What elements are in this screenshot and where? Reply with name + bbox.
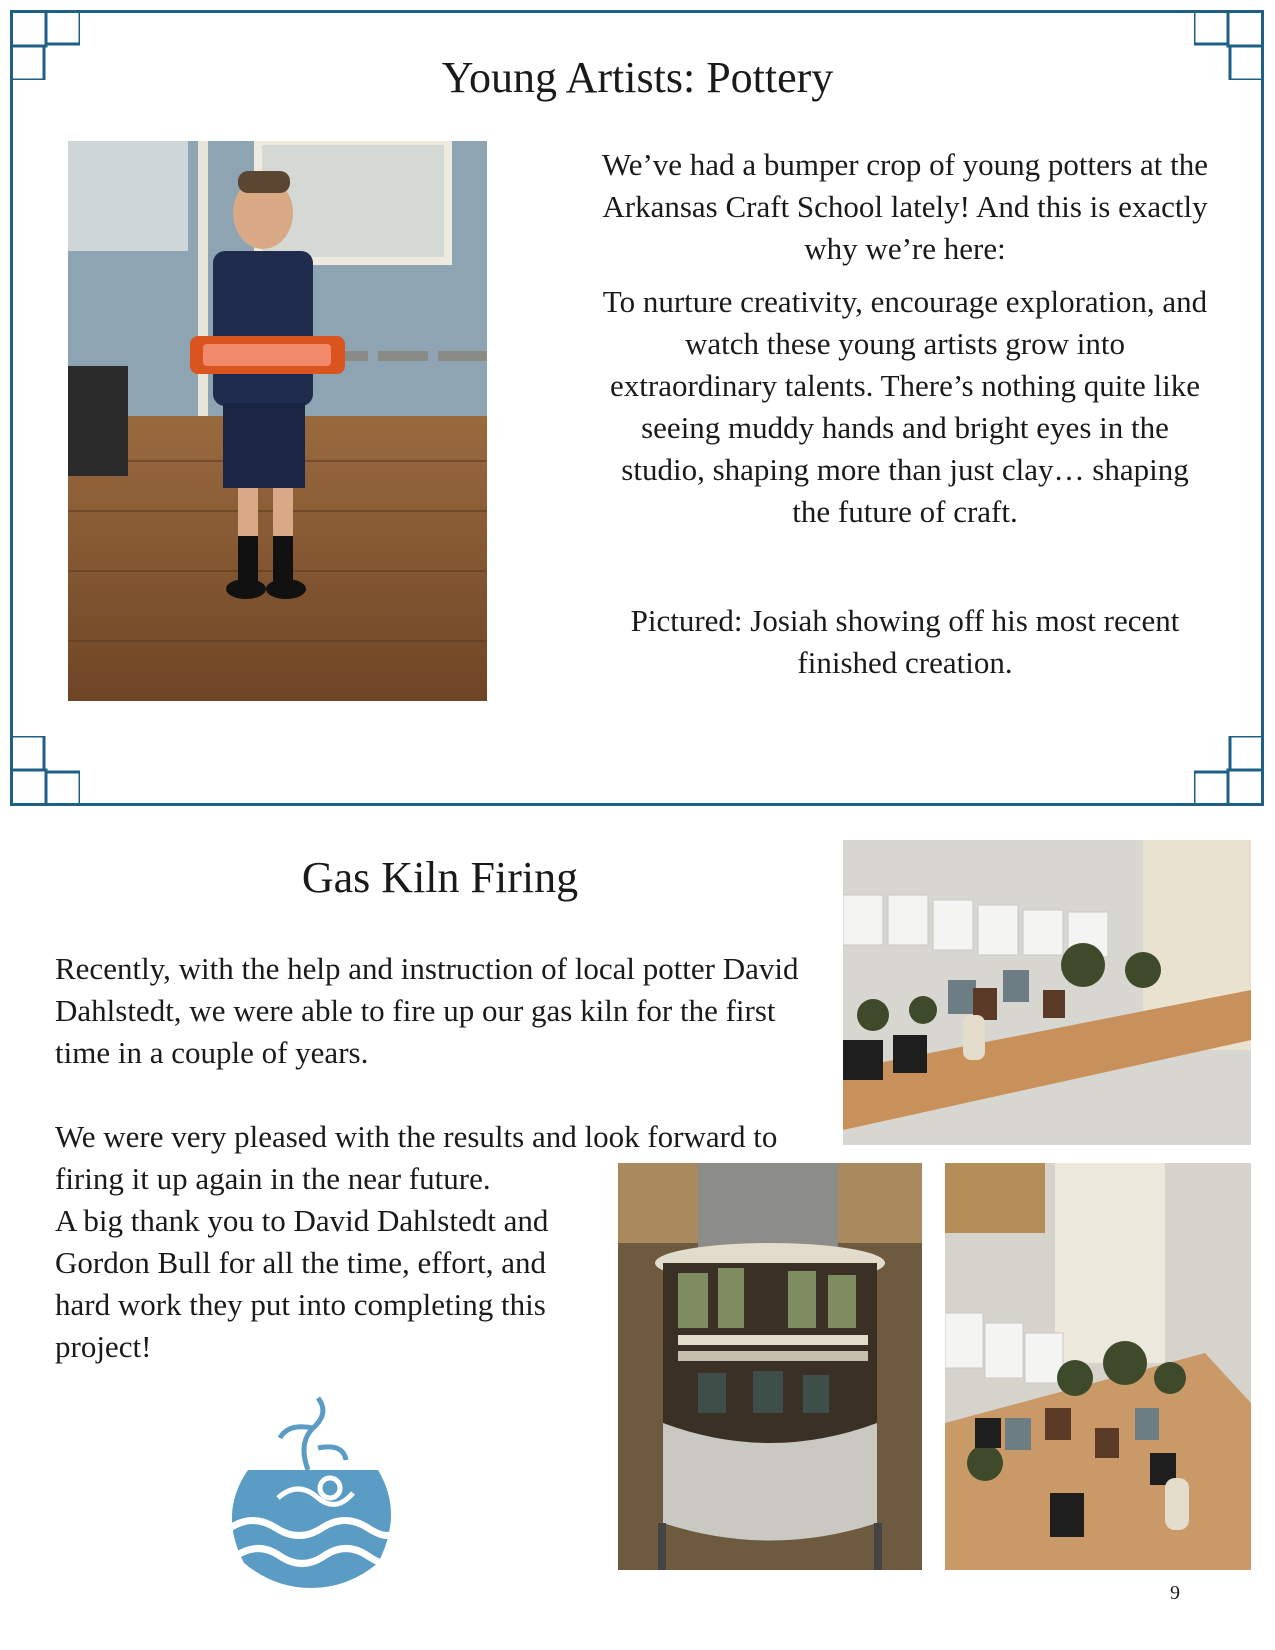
pottery-title: Young Artists: Pottery bbox=[441, 53, 834, 102]
page-number: 9 bbox=[1170, 1582, 1180, 1604]
gas-kiln-photo bbox=[618, 1163, 922, 1570]
pottery-intro: We’ve had a bumper crop of young potters at the Arkansas Craft School lately! And this is exactly why we’re here: bbox=[601, 147, 1209, 266]
young-potter-photo bbox=[68, 141, 487, 701]
pottery-table-photo bbox=[945, 1163, 1251, 1570]
photo-caption: Pictured: Josiah showing off his most recent finished creation. bbox=[630, 603, 1180, 680]
kiln-title: Gas Kiln Firing bbox=[301, 853, 579, 902]
pottery-vase-logo bbox=[218, 1388, 404, 1588]
frame-corner-ornament bbox=[10, 736, 80, 806]
kiln-paragraph: We were very pleased with the results and look forward to firing it up again in the near future. bbox=[55, 1119, 778, 1196]
kiln-paragraph: Recently, with the help and instruction of local potter David Dahlstedt, we were able to fire up our gas kiln for the first time in a couple of years. bbox=[55, 951, 799, 1070]
frame-corner-ornament bbox=[10, 10, 80, 80]
frame-corner-ornament bbox=[1194, 10, 1264, 80]
finished-pottery-table-photo bbox=[843, 840, 1251, 1145]
kiln-paragraph: A big thank you to David Dahlstedt and Gordon Bull for all the time, effort, and hard work they put into completing this project! bbox=[55, 1203, 549, 1364]
frame-corner-ornament bbox=[1194, 736, 1264, 806]
pottery-mission: To nurture creativity, encourage exploration, and watch these young artists grow into extraordinary talents. There’s nothing quite like seeing muddy hands and bright eyes in the studio, shaping more than just clay… shaping the future of craft. bbox=[602, 284, 1208, 529]
